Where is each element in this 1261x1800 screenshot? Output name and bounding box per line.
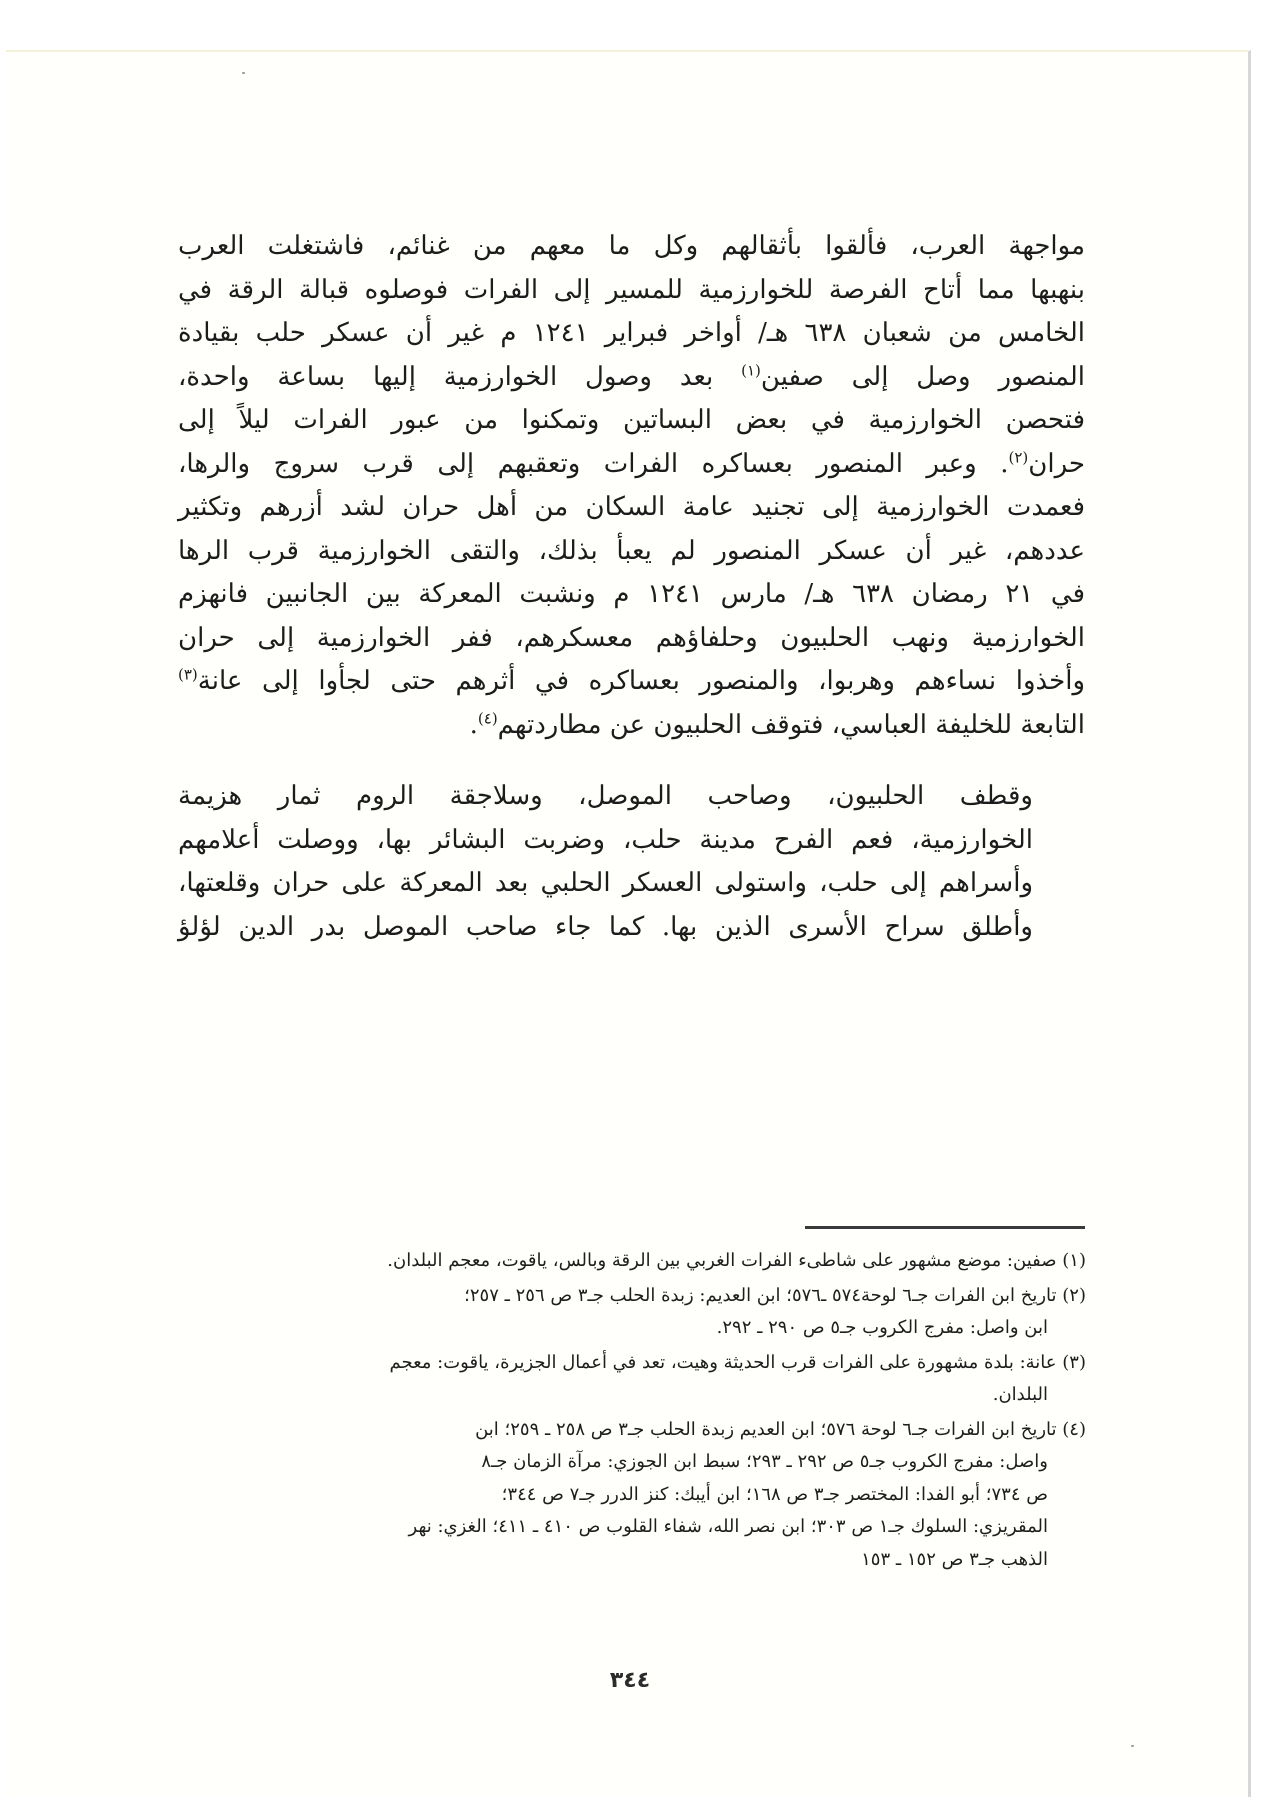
footnote-2 [176, 1280, 1086, 1345]
text-line: وأسراهم إلى حلب، واستولى العسكر الحلبي بعد المعركة على حران وقلعتها، [178, 868, 1033, 898]
footnote-marker: (٢) [1062, 1284, 1086, 1306]
footnote-marker: (٣) [1062, 1351, 1086, 1373]
footnote-text: تاريخ ابن الفرات جـ٦ لوحة ٥٧٦؛ ابن العديم زبدة الحلب جـ٣ ص ٢٥٨ ـ ٢٥٩؛ ابن [475, 1418, 1057, 1440]
paragraph-2 [178, 775, 1085, 949]
text-line: الخوارزمية، فعم الفرح مدينة حلب، وضربت البشائر بها، ووصلت أعلامهم [178, 824, 1033, 855]
text-line [178, 660, 1085, 704]
footnote-text: عانة: بلدة مشهورة على الفرات قرب الحديثة وهيت، تعد في أعمال الجزيرة، ياقوت: معجم [389, 1351, 1057, 1373]
text-line: في ٢١ رمضان ٦٣٨ هـ/ مارس ١٢٤١ م ونشبت المعركة بين الجانبين فانهزم [178, 579, 1085, 609]
text-segment: وأخذوا نساءهم وهربوا، والمنصور بعساكره في أثرهم حتى لجأوا إلى عانة [197, 666, 1085, 696]
text-line: عددهم، غير أن عسكر المنصور لم يعبأ بذلك، والتقى الخوارزمية قرب الرها [178, 535, 1085, 566]
text-line [178, 356, 1085, 400]
footnote-line [176, 1414, 1086, 1447]
text-line [178, 443, 1085, 487]
footnote-ref-2[interactable]: (٢) [1008, 447, 1029, 466]
footnote-line: المقريزي: السلوك جـ١ ص ٣٠٣؛ ابن نصر الله، شفاء القلوب ص ٤١٠ ـ ٤١١؛ الغزي: نهر [408, 1516, 1048, 1537]
text-line: فتحصن الخوارزمية في بعض البساتين وتمكنوا من عبور الفرات ليلاً إلى [178, 405, 1085, 435]
text-segment: . [469, 709, 478, 740]
scan-speck [242, 72, 245, 74]
footnote-line [176, 1280, 1086, 1313]
footnote-marker: (٤) [1062, 1418, 1086, 1440]
footnote-line: ابن واصل: مفرج الكروب جـ٥ ص ٢٩٠ ـ ٢٩٢. [716, 1317, 1048, 1338]
footnote-ref-3[interactable]: (٣) [178, 665, 198, 684]
text-segment: التابعة للخليفة العباسي، فتوقف الحلبيون عن مطاردتهم [497, 709, 1085, 740]
text-segment: المنصور وصل إلى صفين [760, 361, 1086, 392]
footnote-1 [176, 1245, 1086, 1278]
footnotes [176, 1245, 1086, 1578]
footnote-line [176, 1245, 1086, 1278]
footnote-line: ص ٧٣٤؛ أبو الفدا: المختصر جـ٣ ص ١٦٨؛ ابن أيبك: كنز الدرر جـ٧ ص ٣٤٤؛ [501, 1483, 1048, 1505]
footnote-line: البلدان. [992, 1384, 1048, 1405]
text-line [178, 704, 1085, 748]
text-line: وقطف الحلبيون، وصاحب الموصل، وسلاجقة الروم ثمار هزيمة [178, 781, 1033, 811]
text-line: الخامس من شعبان ٦٣٨ هـ/ أواخر فبراير ١٢٤١ م غير أن عسكر حلب بقيادة [178, 318, 1085, 348]
text-segment: حران [1028, 448, 1085, 479]
text-line: وأطلق سراح الأسرى الذين بها. كما جاء صاحب الموصل بدر الدين لؤلؤ [178, 911, 1033, 942]
footnote-3 [176, 1347, 1086, 1412]
footnote-text: صفين: موضع مشهور على شاطىء الفرات الغربي بين الرقة وبالس، ياقوت، معجم البلدان. [387, 1250, 1057, 1271]
text-line: مواجهة العرب، فألقوا بأثقالهم وكل ما معهم من غنائم، فاشتغلت العرب [178, 231, 1085, 261]
page-number: ٣٤٤ [609, 1668, 651, 1693]
footnote-line: الذهب جـ٣ ص ١٥٢ ـ ١٥٣ [861, 1548, 1048, 1570]
footnote-line [176, 1347, 1086, 1380]
text-segment: . وعبر المنصور بعساكره الفرات وتعقبهم إلى قرب سروج والرها، [178, 448, 1009, 479]
text-segment: بعد وصول الخوارزمية إليها بساعة واحدة، [178, 361, 714, 392]
footnote-marker: (١) [1062, 1250, 1086, 1271]
paragraph-1 [178, 225, 1085, 747]
scan-speck [1131, 1745, 1134, 1747]
body-text [178, 225, 1085, 949]
footnote-ref-4[interactable]: (٤) [477, 708, 498, 727]
footnote-ref-1[interactable]: (١) [741, 360, 761, 379]
text-line: فعمدت الخوارزمية إلى تجنيد عامة السكان من أهل حران لشد أزرهم وتكثير [178, 492, 1085, 522]
text-line: بنهبها مما أتاح الفرصة للخوارزمية للمسير إلى الفرات فوصلوه قبالة الرقة في [178, 274, 1085, 305]
text-line: الخوارزمية ونهب الحلبيون وحلفاؤهم معسكرهم، ففر الخوارزمية إلى حران [178, 622, 1085, 653]
footnote-4 [176, 1414, 1086, 1577]
footnote-text: تاريخ ابن الفرات جـ٦ لوحة٥٧٤ ـ٥٧٦؛ ابن العديم: زبدة الحلب جـ٣ ص ٢٥٦ ـ ٢٥٧؛ [464, 1284, 1057, 1306]
footnote-separator [805, 1226, 1085, 1229]
footnote-line: واصل: مفرج الكروب جـ٥ ص ٢٩٢ ـ ٢٩٣؛ سبط ابن الجوزي: مرآة الزمان جـ٨ [481, 1451, 1048, 1472]
